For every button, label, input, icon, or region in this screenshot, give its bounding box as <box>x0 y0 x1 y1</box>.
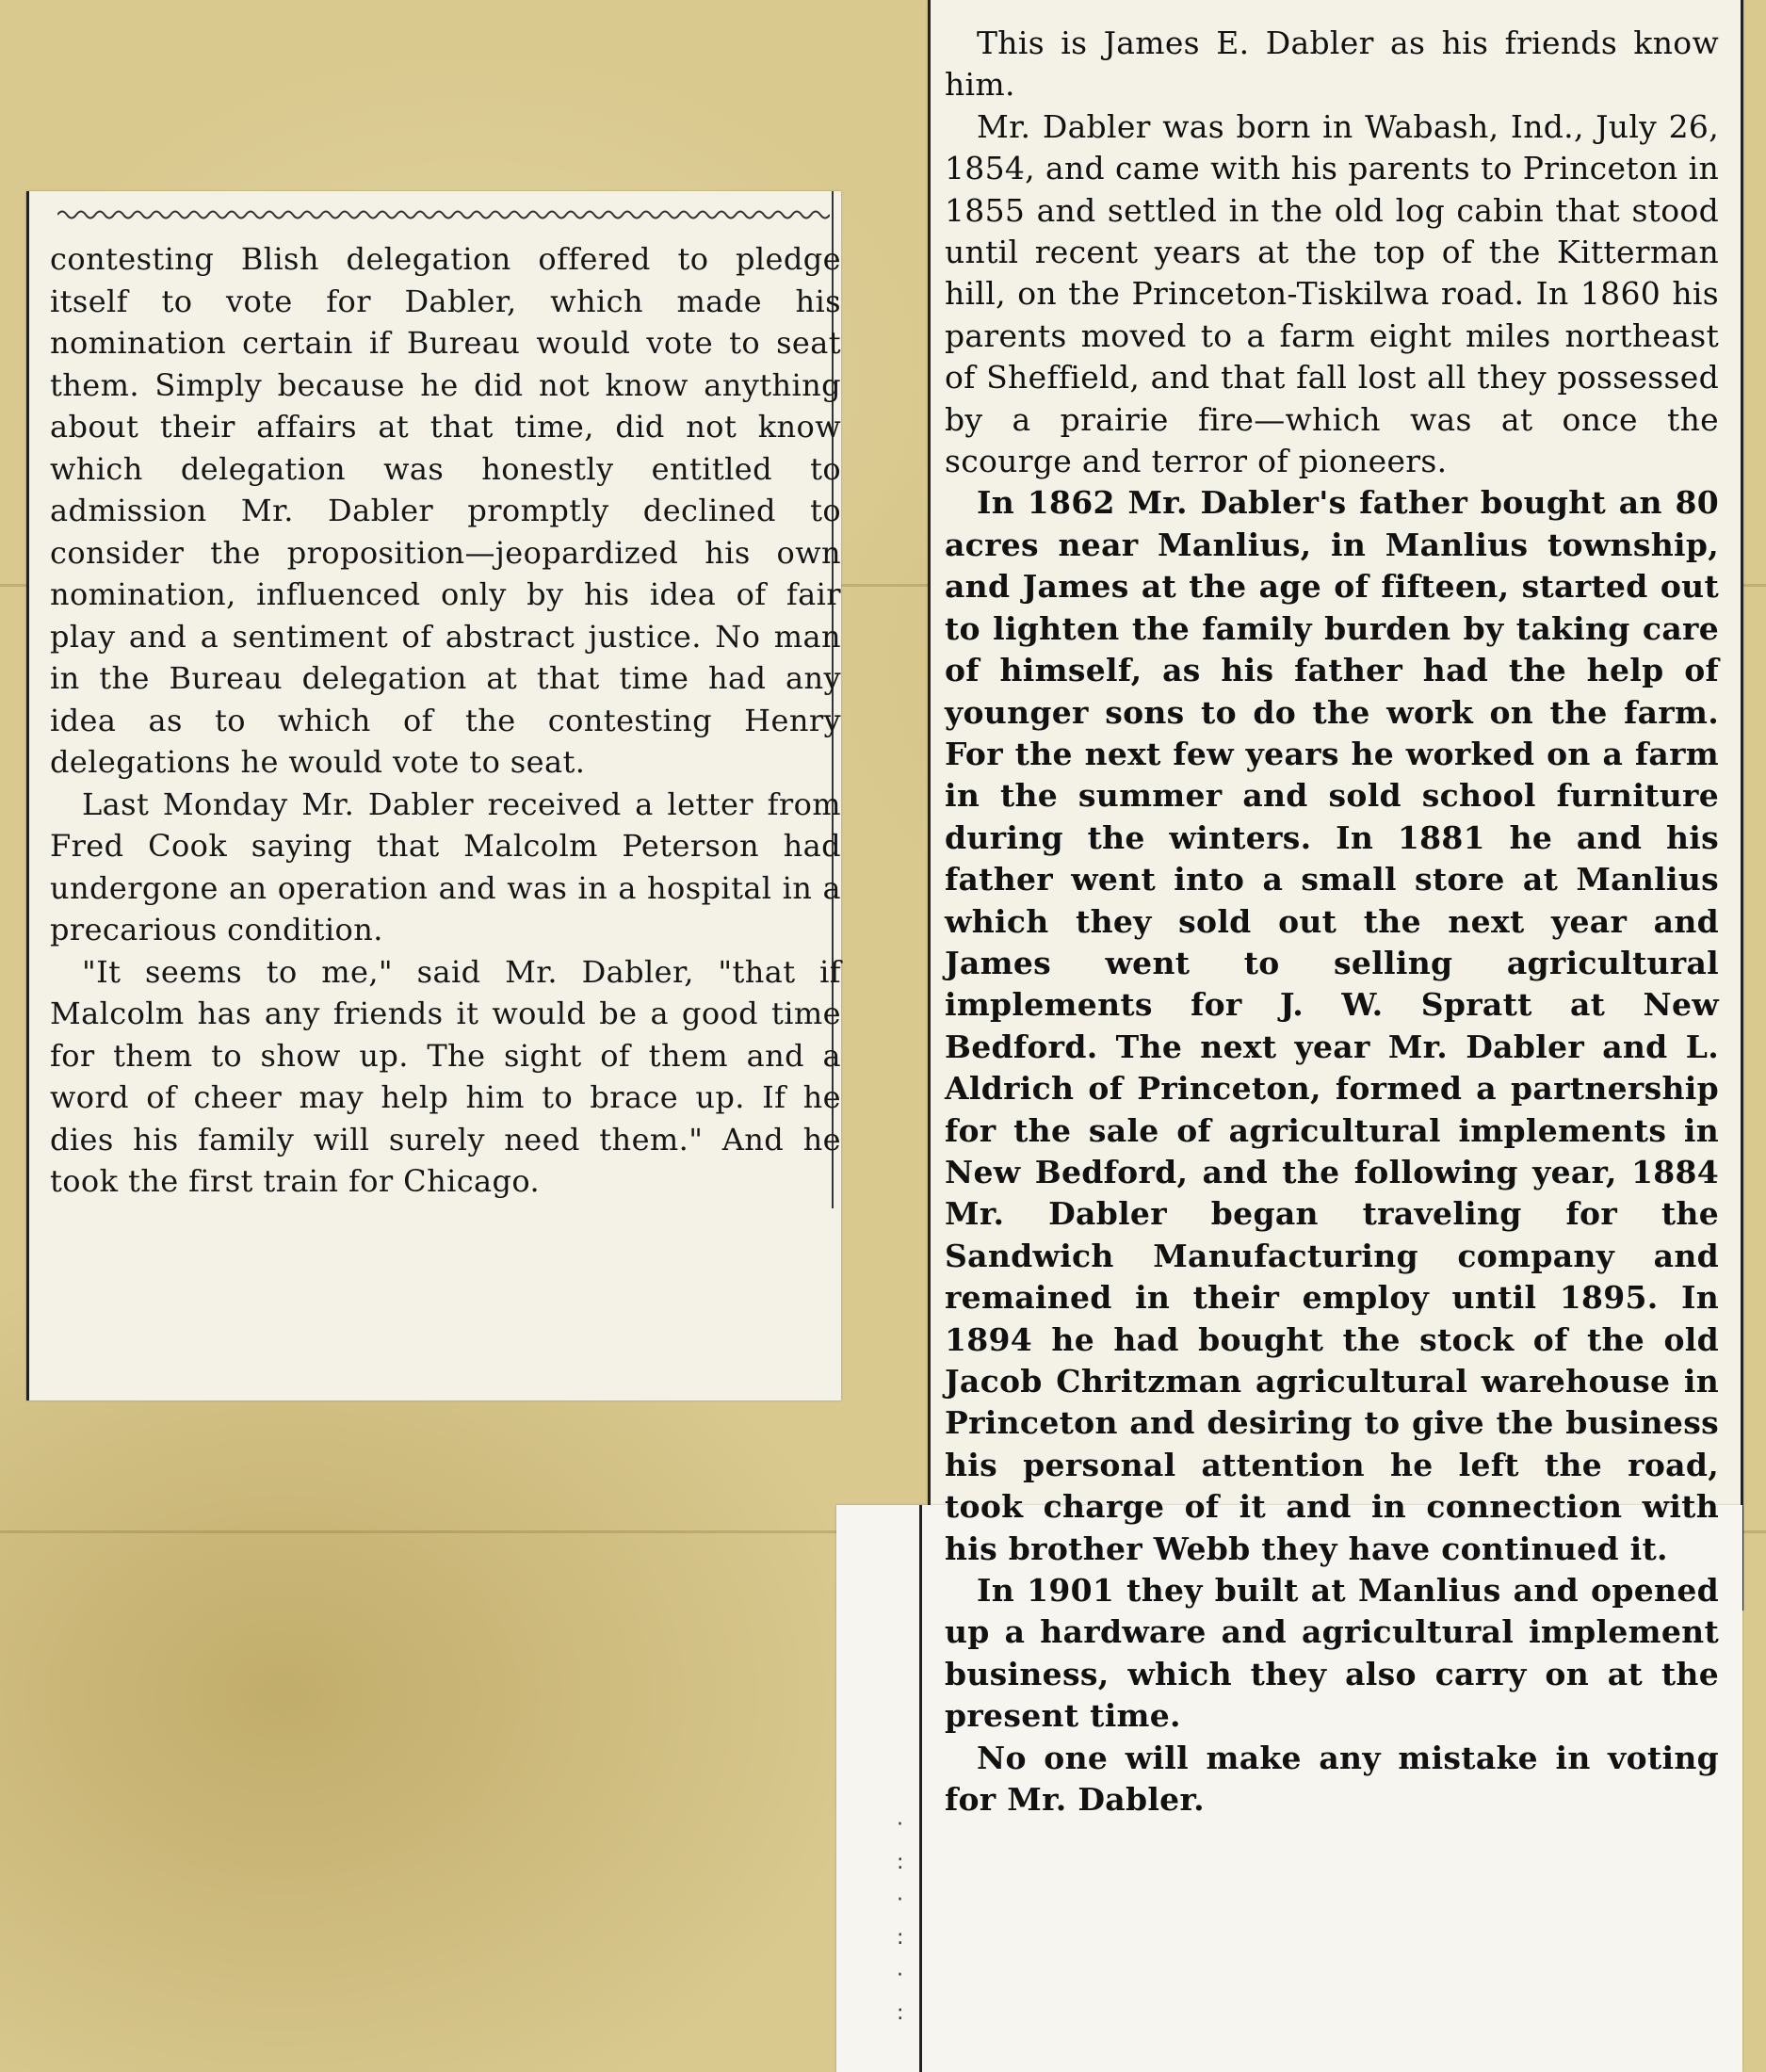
left-article-text <box>50 238 841 1203</box>
right-paragraph: No one will make any mistake in voting for Mr. Dabler. <box>945 1739 1719 1819</box>
margin-ink-marks: · : · : · : <box>897 1813 904 2025</box>
left-clipping <box>26 191 841 1400</box>
right-article-text <box>945 23 1719 1821</box>
right-paragraph: In 1901 they built at Manlius and opened up a hardware and agricultural implement business, which they also carry on at the present time. <box>945 1572 1719 1735</box>
left-paragraph: contesting Blish delegation offered to pledge itself to vote for Dabler, which made his nomination certain if Bureau would vote to seat them. Simply because he did not know anything about their affairs at that time, did not know which delegation was honestly entitled to admission Mr. Dabler promptly declined to consider the proposition—jeopardized his own nomination, influenced only by his idea of fair play and a sentiment of abstract justice. No man in the Bureau delegation at that time had any idea as to which of the contesting Henry delegations he would vote to seat. <box>50 241 841 780</box>
left-paragraph: Last Monday Mr. Dabler received a letter from Fred Cook saying that Malcolm Peterson had undergone an operation and was in a hospital in a precarious condition. <box>50 785 841 947</box>
right-paragraph: Mr. Dabler was born in Wabash, Ind., July 26, 1854, and came with his parents to Princeton in 1855 and settled in the old log cabin that stood until recent years at the top of the Kitterman hill, on the Princeton-Tiskilwa road. In 1860 his parents moved to a farm eight miles northeast of Sheffield, and that fall lost all they possessed by a prairie fire—which was at once the scourge and terror of pioneers. <box>945 107 1719 480</box>
left-paragraph: "It seems to me," said Mr. Dabler, "that if Malcolm has any friends it would be a good time for them to show up. The sight of them and a word of cheer may help him to brace up. If he dies his family will surely need them." And he took the first train for Chicago. <box>50 953 841 1199</box>
right-paragraph: In 1862 Mr. Dabler's father bought an 80 acres near Manlius, in Manlius township, and James at the age of fifteen, started out to lighten the family burden by taking care of himself, as his father had the help of younger sons to do the work on the farm. For the next few years he worked on a farm in the summer and sold school furniture during the winters. In 1881 he and his father went into a small store at Manlius which they sold out the next year and James went to selling agricultural implements for J. W. Spratt at New Bedford. The next year Mr. Dabler and L. Aldrich of Princeton, formed a partnership for the sale of agricultural implements in New Bedford, and the following year, 1884 Mr. Dabler began traveling for the Sandwich Manufacturing company and remained in their employ until 1895. In 1894 he had bought the stock of the old Jacob Chritzman agricultural warehouse in Princeton and desiring to give the business his personal attention he left the road, took charge of it and in connection with his brother Webb they have continued it. <box>945 484 1719 1567</box>
right-intro: This is James E. Dabler as his friends know him. <box>945 24 1719 104</box>
wavy-rule <box>57 208 830 221</box>
column-rule <box>919 1505 922 2072</box>
